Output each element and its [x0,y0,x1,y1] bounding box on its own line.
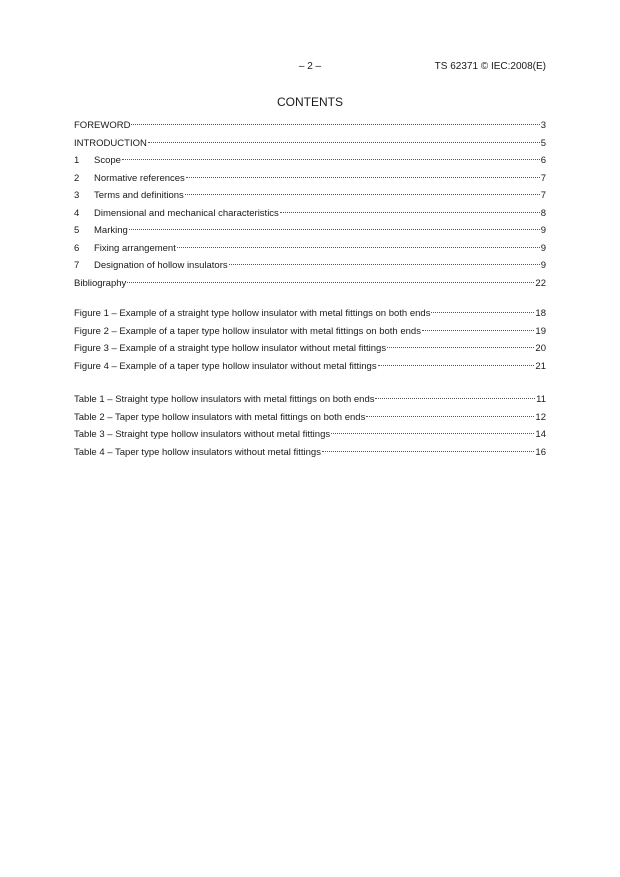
table-entry[interactable] [74,391,546,409]
toc-entry-title: FOREWORD [74,120,131,131]
dot-leader [331,433,534,434]
table-entry-title: Table 1 – Straight type hollow insulators with metal fittings on both ends [74,394,375,405]
toc-entry-number: 1 [74,155,80,166]
dot-leader [185,194,540,195]
toc-entry-title: Normative references [94,172,185,184]
table-entry-page: 11 [536,394,546,405]
table-entry-page: 16 [535,446,546,458]
table-entry[interactable] [74,409,546,427]
table-entry-title: Table 4 – Taper type hollow insulators without metal fittings [74,446,321,458]
toc-entry-number: 6 [74,242,80,254]
list-of-tables [74,391,546,461]
toc-entry[interactable] [74,275,546,293]
toc-entry-number: 2 [74,172,80,184]
figure-entry-page: 20 [535,343,546,354]
table-entry-title: Table 2 – Taper type hollow insulators with metal fittings on both ends [74,411,366,423]
toc-entry-number: 3 [74,190,80,201]
toc-entry[interactable] [74,240,546,258]
toc-entry-title: Marking [94,225,128,236]
toc-entry[interactable] [74,152,546,170]
toc-entry-page: 9 [540,242,546,254]
dot-leader [131,124,539,125]
toc-entry-number: 7 [74,260,80,271]
table-entry-page: 14 [535,429,546,440]
toc-entry-page: 9 [540,225,546,236]
page-number: – 2 – [298,61,322,72]
figure-entry-page: 21 [535,360,546,372]
toc-entry-page: 22 [535,277,546,289]
toc-entry-page: 3 [540,120,546,131]
table-entry[interactable] [74,426,546,444]
figure-entry-title: Figure 2 – Example of a taper type hollow insulator with metal fittings on both ends [74,325,421,337]
figure-entry-page: 19 [535,325,546,337]
toc-entry-title: Designation of hollow insulators [94,260,228,271]
dot-leader [229,264,540,265]
dot-leader [122,159,540,160]
dot-leader [422,330,534,331]
table-entry[interactable] [74,444,546,462]
toc-entry-title: INTRODUCTION [74,137,147,149]
toc-entry[interactable] [74,187,546,205]
table-entry-page: 12 [535,411,546,423]
list-of-figures [74,305,546,375]
dot-leader [148,142,540,143]
toc-entry[interactable] [74,135,546,153]
table-entry-title: Table 3 – Straight type hollow insulators without metal fittings [74,429,331,440]
figure-entry[interactable] [74,358,546,376]
dot-leader [387,347,534,348]
page-header [0,60,620,74]
document-identifier: TS 62371 © IEC:2008(E) [434,61,546,72]
figure-entry-title: Figure 1 – Example of a straight type hollow insulator with metal fittings on both ends [74,308,431,319]
toc-entry-page: 6 [540,155,546,166]
toc-entry[interactable] [74,205,546,223]
dot-leader [177,247,540,248]
toc-entry-title: Scope [94,155,121,166]
dot-leader [129,229,540,230]
dot-leader [366,416,534,417]
dot-leader [322,451,534,452]
toc-entry-number: 4 [74,207,80,219]
toc-entry[interactable] [74,117,546,135]
toc-entry[interactable] [74,222,546,240]
toc-entry-title: Bibliography [74,277,127,289]
toc-entry[interactable] [74,257,546,275]
figure-entry[interactable] [74,305,546,323]
figure-entry-title: Figure 3 – Example of a straight type hollow insulator without metal fittings [74,343,387,354]
dot-leader [127,282,534,283]
figure-entry-title: Figure 4 – Example of a taper type hollow insulator without metal fittings [74,360,377,372]
toc-entry[interactable] [74,170,546,188]
figure-entry[interactable] [74,323,546,341]
table-of-contents [74,117,546,292]
figure-entry[interactable] [74,340,546,358]
dot-leader [378,365,535,366]
dot-leader [280,212,540,213]
dot-leader [186,177,540,178]
toc-entry-title: Dimensional and mechanical characteristics [94,207,279,219]
toc-entry-page: 7 [540,172,546,184]
toc-entry-title: Fixing arrangement [94,242,176,254]
toc-entry-page: 7 [540,190,546,201]
figure-entry-page: 18 [535,308,546,319]
dot-leader [375,398,535,399]
toc-entry-page: 8 [540,207,546,219]
dot-leader [431,312,534,313]
toc-entry-title: Terms and definitions [94,190,184,201]
contents-title: CONTENTS [277,95,343,109]
toc-entry-page: 5 [540,137,546,149]
toc-entry-number: 5 [74,225,80,236]
toc-entry-page: 9 [540,260,546,271]
